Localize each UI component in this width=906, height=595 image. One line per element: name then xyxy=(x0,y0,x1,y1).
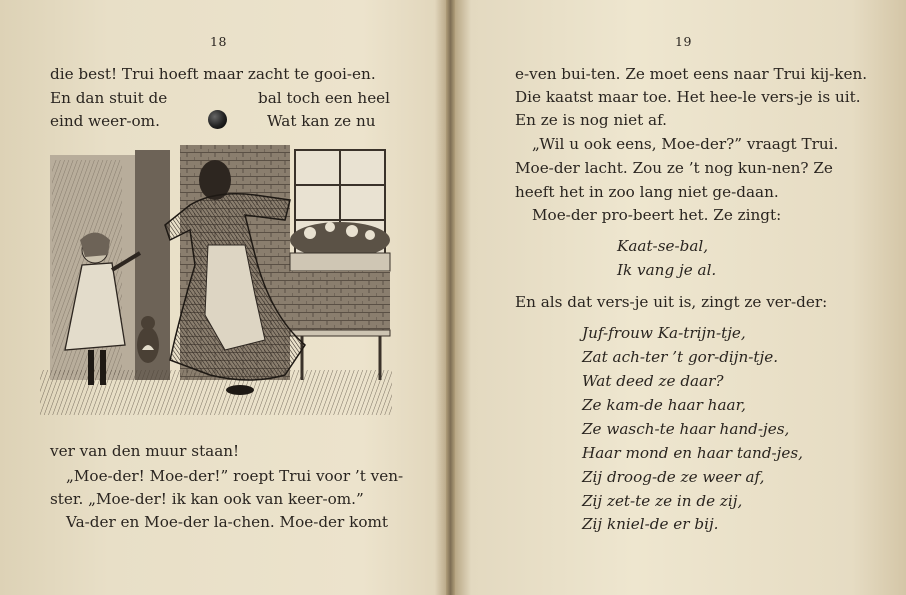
verse-line: Haar mond en haar tand-jes, xyxy=(582,444,804,462)
verse-line: Ik vang je al. xyxy=(617,261,717,279)
verse-line: Zij kniel-de er bij. xyxy=(582,515,719,533)
text-line: „Moe-der! Moe-der!” roept Trui voor ’t ven- xyxy=(66,467,404,485)
text-line: bal toch een heel xyxy=(258,89,391,107)
verse-line: Zij zet-te ze in de zij, xyxy=(582,492,743,510)
page-number-right: 19 xyxy=(675,34,692,49)
book-spine xyxy=(446,0,455,595)
text-line: Die kaatst maar toe. Het hee-le vers-je is uit. xyxy=(515,88,861,106)
page-number-left: 18 xyxy=(210,34,227,49)
text-line: ver van den muur staan! xyxy=(50,442,240,460)
verse-line: Zat ach-ter ’t gor-dijn-tje. xyxy=(582,348,779,366)
text-line: ster. „Moe-der! ik kan ook van keer-om.” xyxy=(50,490,364,508)
text-line: eind weer-om. xyxy=(50,112,160,130)
text-line: En ze is nog niet af. xyxy=(515,111,667,129)
verse-line: Ze wasch-te haar hand-jes, xyxy=(582,420,790,438)
engraving-illustration xyxy=(40,145,392,420)
text-line: En dan stuit de xyxy=(50,89,168,107)
text-line: Moe-der lacht. Zou ze ’t nog kun-nen? Ze xyxy=(515,159,833,177)
text-line: Va-der en Moe-der la-chen. Moe-der komt xyxy=(66,513,388,531)
text-line: heeft het in zoo lang niet ge-daan. xyxy=(515,183,779,201)
verse-line: Zij droog-de ze weer af, xyxy=(582,468,765,486)
text-line: Moe-der pro-beert het. Ze zingt: xyxy=(532,206,782,224)
text-line: Wat kan ze nu xyxy=(267,112,376,130)
verse-line: Wat deed ze daar? xyxy=(582,372,724,390)
left-page xyxy=(0,0,450,595)
text-line: En als dat vers-je uit is, zingt ze ver-der: xyxy=(515,293,828,311)
right-page xyxy=(455,0,906,595)
verse-line: Juf-frouw Ka-trijn-tje, xyxy=(582,324,746,342)
text-line: e-ven bui-ten. Ze moet eens naar Trui kij-ken. xyxy=(515,65,868,83)
verse-line: Ze kam-de haar haar, xyxy=(582,396,746,414)
ball-illustration xyxy=(208,110,227,129)
text-line: „Wil u ook eens, Moe-der?” vraagt Trui. xyxy=(532,135,839,153)
text-line: die best! Trui hoeft maar zacht te gooi-en. xyxy=(50,65,376,83)
verse-line: Kaat-se-bal, xyxy=(617,237,709,255)
